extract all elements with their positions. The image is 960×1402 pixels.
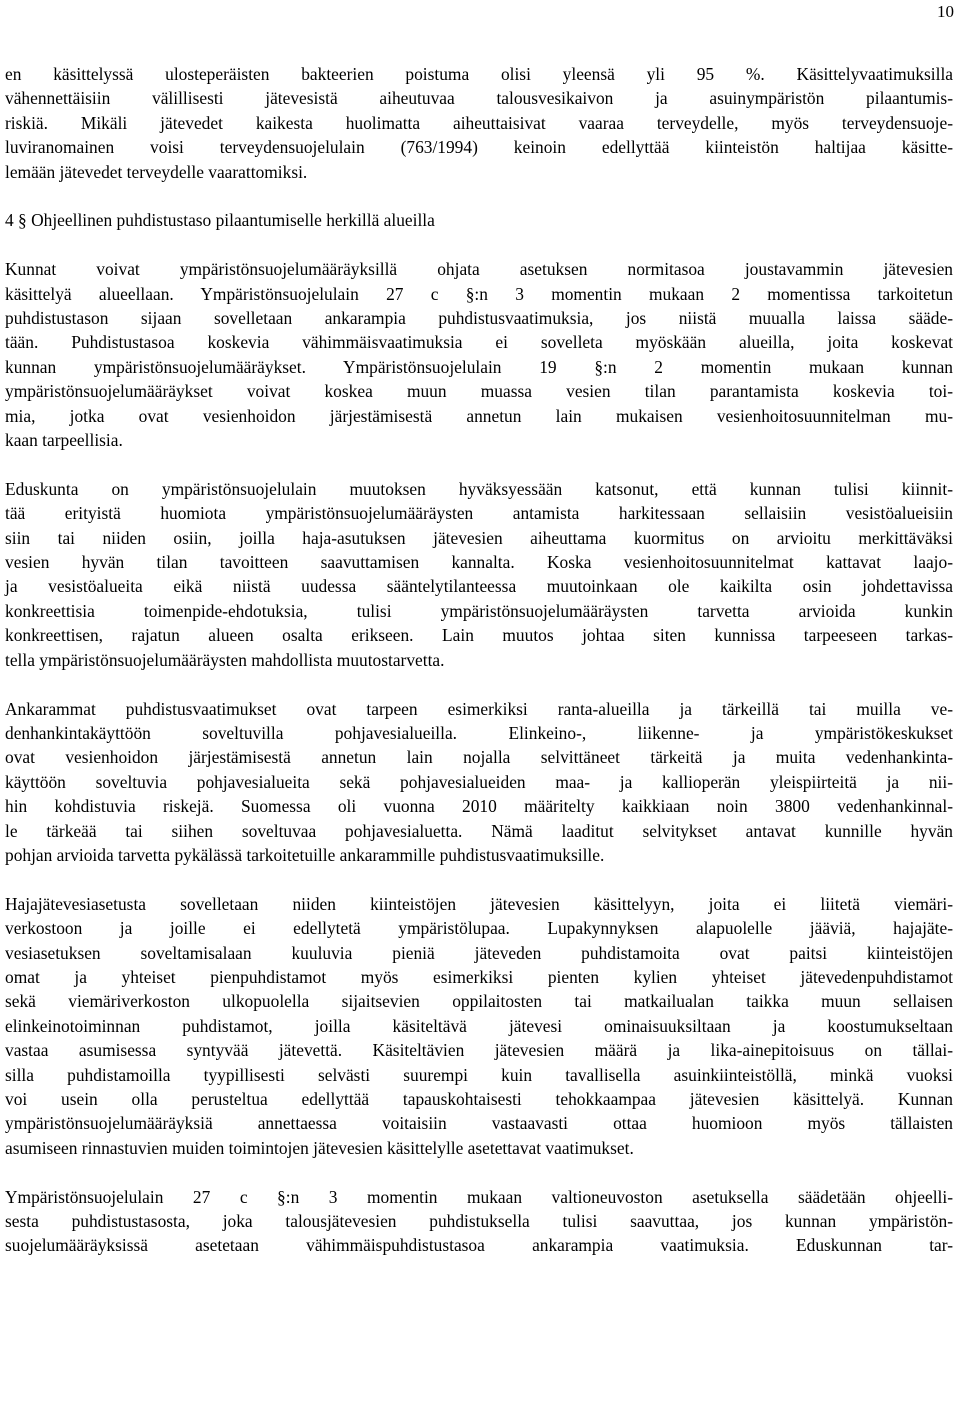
text-line: konkreettisen, rajatun alueen osalta erikseen. Lain muutos johtaa siten kunnissa tarpeeseen tarkas- [5,625,953,646]
text-line: elinkeinotoiminnan puhdistamot, joilla käsiteltävä jätevesi ominaisuuksiltaan ja koostumukseltaan [5,1015,953,1036]
text-line: en käsittelyssä ulosteperäisten bakteerien poistuma olisi yleensä yli 95 %. Käsittelyvaatimuksilla [5,64,953,84]
text-line: kaan tarpeellisia. [5,430,123,451]
text-line: käsittelyä alueellaan. Ympäristönsuojelulain 27 c §:n 3 momentin mukaan 2 momentissa tarkoitetun [5,283,953,304]
text-line: mia, jotka ovat vesienhoidon järjestämisestä annetun lain mukaisen vesienhoitosuunnitelman mu- [5,405,953,426]
document-body [5,62,953,1258]
text-line: Hajajätevesiasetusta sovelletaan niiden kiinteistöjen jätevesien käsittelyyn, joita ei liitetä viemäri- [5,893,953,914]
text-line: ympäristönsuojelumääräyksiä annettaessa voitaisiin vastaavasti ottaa huomioon myös tällaisten [5,1113,953,1134]
text-line: Ankarammat puhdistusvaatimukset ovat tarpeen esimerkiksi ranta-alueilla ja tärkeillä tai muilla ve- [5,698,953,719]
text-line: hin kohdistuvia riskejä. Suomessa oli vuonna 2010 määritelty kaikkiaan noin 3800 vedenhankinnal- [5,796,953,817]
text-line: käyttöön soveltuvia pohjavesialueita sekä pohjavesialueiden maa- ja kallioperän yleispiirteitä ja nii- [5,771,953,792]
paragraph [5,1185,953,1258]
text-line: ja vesistöalueita eikä niistä uudessa sääntelytilanteessa muutoinkaan ole kaikilta osin johdettavissa [5,576,953,597]
text-line: Eduskunta on ympäristönsuojelulain muutoksen hyväksyessään katsonut, että kunnan tulisi kiinnit- [5,478,953,499]
text-line: Ympäristönsuojelulain 27 c §:n 3 momentin mukaan valtioneuvoston asetuksella säädetään ohjeelli- [5,1186,953,1207]
text-line: 4 § Ohjeellinen puhdistustaso pilaantumiselle herkillä alueilla [5,210,435,231]
paragraph-gap [5,184,953,208]
text-line: sesta puhdistustasosta, joka talousjätevesien puhdistuksella tulisi saavuttaa, jos kunnan ympäristön- [5,1211,953,1231]
paragraph-gap [5,672,953,696]
text-line: vesiasetuksen soveltamisalaan kuuluvia pieniä jäteveden puhdistamoita ovat paitsi kiinteistöjen [5,942,953,963]
text-line: le tärkeää tai siihen soveltuvaa pohjavesialuetta. Nämä laaditut selvitykset antavat kunnille hyvän [5,820,953,841]
paragraph [5,477,953,672]
text-line: verkostoon ja joille ei edellytetä ympäristölupaa. Lupakynnyksen alapuolelle jääviä, hajajäte- [5,918,953,939]
paragraph [5,257,953,452]
text-line: vähennettäisiin välillisesti jätevesistä aiheutuvaa talousvesikaivon ja asuinympäristön pilaantumis- [5,88,953,109]
paragraph-gap [5,1160,953,1184]
text-line: vesien hyvän tilan tavoitteen saavuttamisen kannalta. Koska vesienhoitosuunnitelmat kattavat laajo- [5,552,953,573]
paragraph-gap [5,867,953,891]
text-line: puhdistustason sijaan sovelletaan ankarampia puhdistusvaatimuksia, jos niistä muualla laissa sääde- [5,308,953,329]
text-line: asumiseen rinnastuvien muiden toimintojen jätevesien käsittelylle asetettavat vaatimukset. [5,1137,634,1158]
text-line: Kunnat voivat ympäristönsuojelumääräyksillä ohjata asetuksen normitasoa joustavammin jätevesien [5,259,953,280]
text-line: omat ja yhteiset pienpuhdistamot myös esimerkiksi pienten kylien yhteiset jätevedenpuhdistamot [5,966,953,987]
text-line: pohjan arvioida tarvetta pykälässä tarkoitetuille ankarammille puhdistusvaatimuksille. [5,844,605,865]
paragraph [5,62,953,184]
text-line: riskiä. Mikäli jätevedet kaikesta huolimatta aiheuttaisivat vaaraa terveydelle, myös terveydensuoje- [5,112,953,133]
text-line: tella ympäristönsuojelumääräysten mahdollista muutostarvetta. [5,649,445,670]
text-line: siin tai niiden osiin, joilla haja-asutuksen jätevesien aiheuttama kuormitus on arvioitu merkittäväksi [5,527,953,548]
section-heading [5,208,953,232]
text-line: konkreettisia toimenpide-ehdotuksia, tulisi ympäristönsuojelumääräysten tarvetta arvioida kunkin [5,600,953,621]
text-line: silla puhdistamoilla tyypillisesti selvästi suurempi kuin tavallisella asuinkiinteistöllä, minkä vuoksi [5,1064,953,1085]
page-number: 10 [937,2,954,21]
text-line: denhankintakäyttöön soveltuvilla pohjavesialueilla. Elinkeino-, liikenne- ja ympäristökeskukset [5,722,953,743]
text-line: suojelumääräyksissä asetetaan vähimmäispuhdistustasoa ankarampia vaatimuksia. Eduskunnan tar- [5,1235,953,1256]
paragraph [5,892,953,1160]
text-line: tää erityistä huomiota ympäristönsuojelumääräysten antamista harkitessaan sellaisiin vesistöalueisiin [5,503,953,524]
paragraph-gap [5,452,953,476]
text-line: lemään jätevedet terveydelle vaarattomiksi. [5,161,308,182]
text-line: vastaa asumisessa syntyvää jätevettä. Käsiteltävien jätevesien määrä ja lika-ainepitoisuus on tällai- [5,1040,953,1061]
text-line: sekä viemäriverkoston ulkopuolella sijaitsevien oppilaitosten tai matkailualan taikka muun sellaisen [5,991,953,1012]
text-line: ympäristönsuojelumääräykset voivat koskea muun muassa vesien tilan parantamista koskevia toi- [5,381,953,402]
paragraph [5,697,953,868]
text-line: voi usein olla perusteltua edellyttää tapauskohtaisesti tehokkaampaa jätevesien käsittelyä. Kunnan [5,1088,953,1109]
text-line: luviranomainen voisi terveydensuojelulain (763/1994) keinoin edellyttää kiinteistön haltijaa käsitte- [5,137,953,158]
text-line: tään. Puhdistustasoa koskevia vähimmäisvaatimuksia ei sovelleta myöskään alueilla, joita koskevat [5,332,953,353]
text-line: ovat vesienhoidon järjestämisestä annetun lain nojalla selvittäneet tärkeitä ja muita vedenhankinta- [5,747,953,768]
text-line: kunnan ympäristönsuojelumääräykset. Ympäristönsuojelulain 19 §:n 2 momentin mukaan kunnan [5,356,953,377]
paragraph-gap [5,233,953,257]
